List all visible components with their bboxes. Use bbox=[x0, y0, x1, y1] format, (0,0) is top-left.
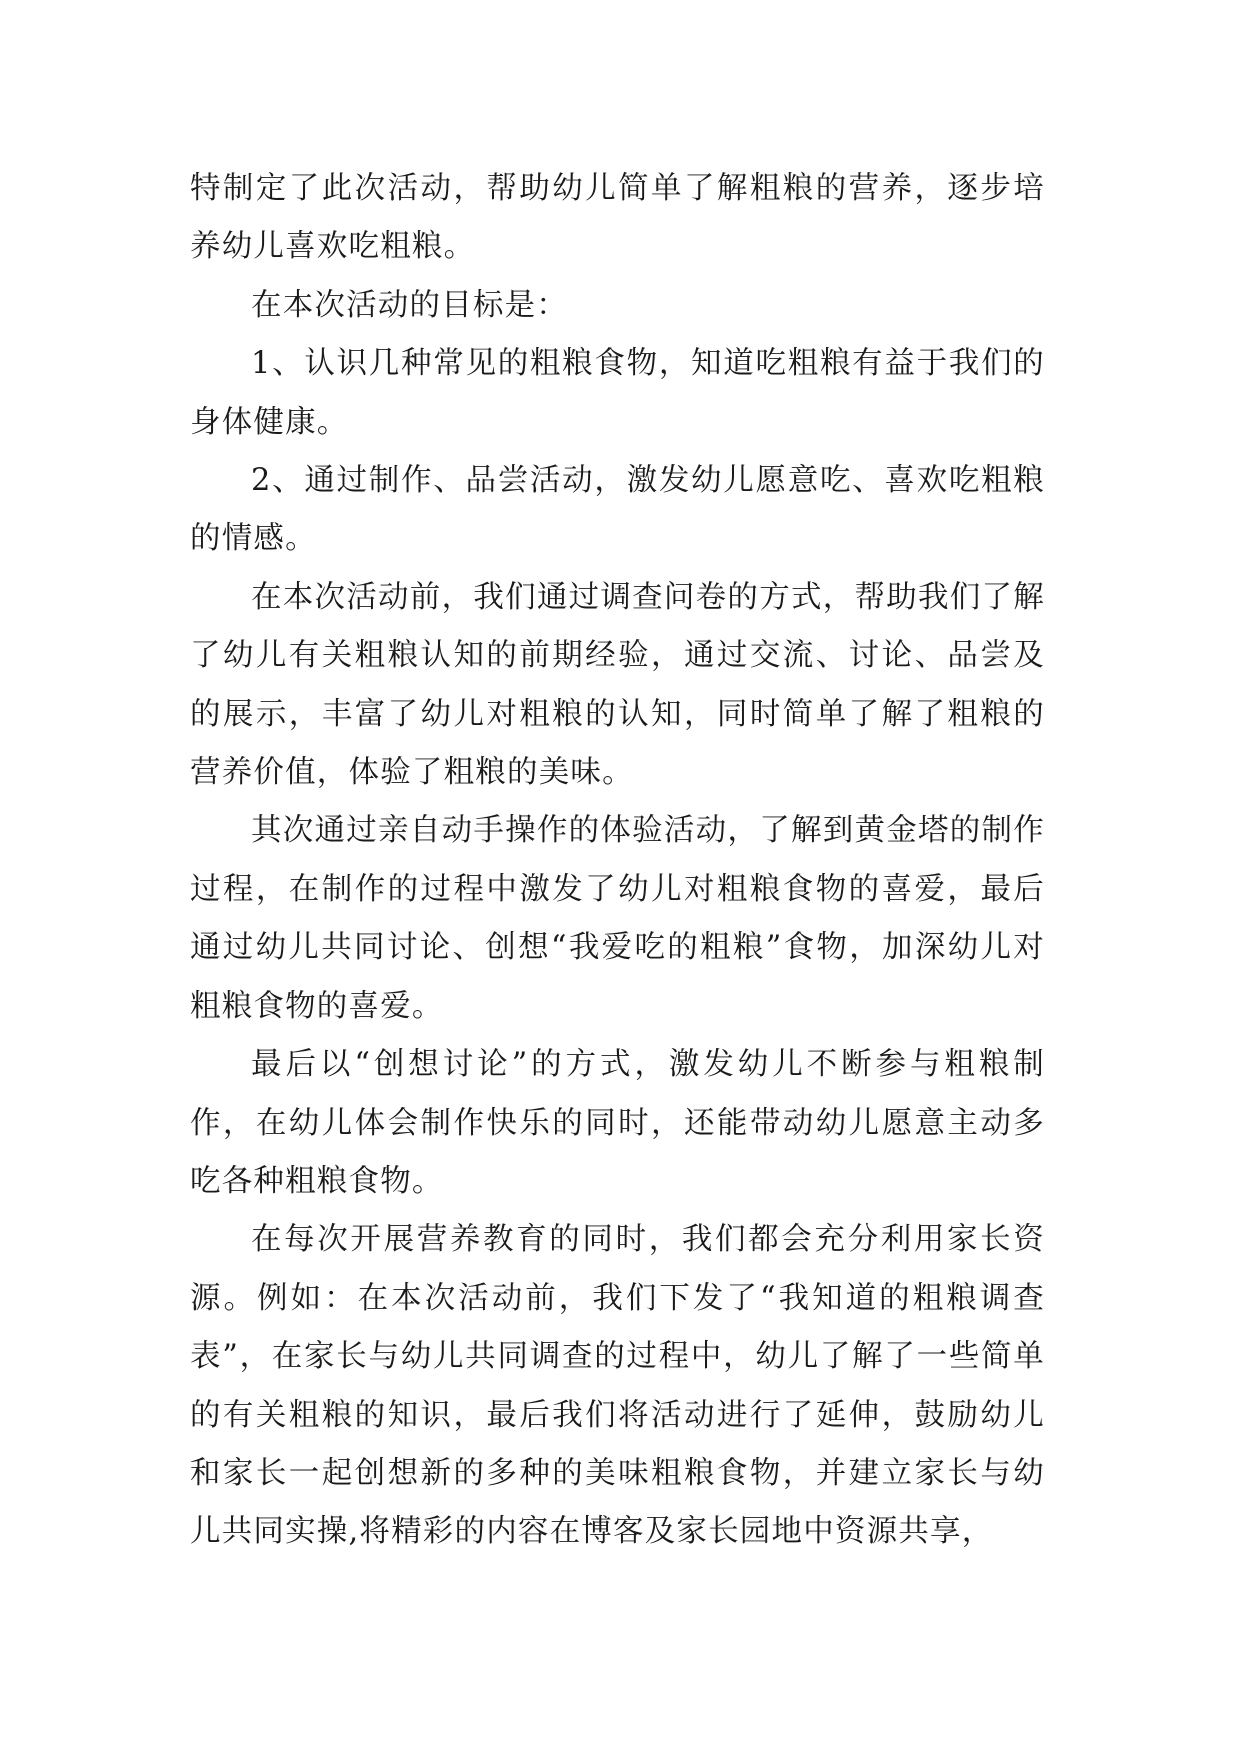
paragraph-parents: 在每次开展营养教育的同时，我们都会充分利用家长资源。例如：在本次活动前，我们下发了“我知道的粗粮调查表”，在家长与幼儿共同调查的过程中，幼儿了解了一些简单的有关粗粮的知识，最后我们将活动进行了延伸，鼓励幼儿和家长一起创想新的多种的美味粗粮食物，并建立家长与幼儿共同实操,将精彩的内容在博客及家长园地中资源共享， bbox=[190, 1222, 1045, 1550]
paragraph-goals-intro: 在本次活动的目标是： bbox=[251, 287, 568, 323]
document-body bbox=[190, 160, 1045, 1562]
paragraph-goal-2: 2、通过制作、品尝活动，激发幼儿愿意吃、喜欢吃粗粮的情感。 bbox=[190, 463, 1045, 557]
paragraph-1-continuation: 特制定了此次活动，帮助幼儿简单了解粗粮的营养，逐步培养幼儿喜欢吃粗粮。 bbox=[190, 171, 1045, 265]
paragraph-hands-on: 其次通过亲自动手操作的体验活动，了解到黄金塔的制作过程，在制作的过程中激发了幼儿对粗粮食物的喜爱，最后通过幼儿共同讨论、创想“我爱吃的粗粮”食物，加深幼儿对粗粮食物的喜爱。 bbox=[190, 813, 1045, 1024]
paragraph-discussion: 最后以“创想讨论”的方式，激发幼儿不断参与粗粮制作，在幼儿体会制作快乐的同时，还能带动幼儿愿意主动多吃各种粗粮食物。 bbox=[190, 1047, 1045, 1199]
paragraph-goal-1: 1、认识几种常见的粗粮食物，知道吃粗粮有益于我们的身体健康。 bbox=[190, 346, 1045, 440]
paragraph-survey: 在本次活动前，我们通过调查问卷的方式，帮助我们了解了幼儿有关粗粮认知的前期经验，通过交流、讨论、品尝及的展示，丰富了幼儿对粗粮的认知，同时简单了解了粗粮的营养价值，体验了粗粮的美味。 bbox=[190, 579, 1045, 791]
